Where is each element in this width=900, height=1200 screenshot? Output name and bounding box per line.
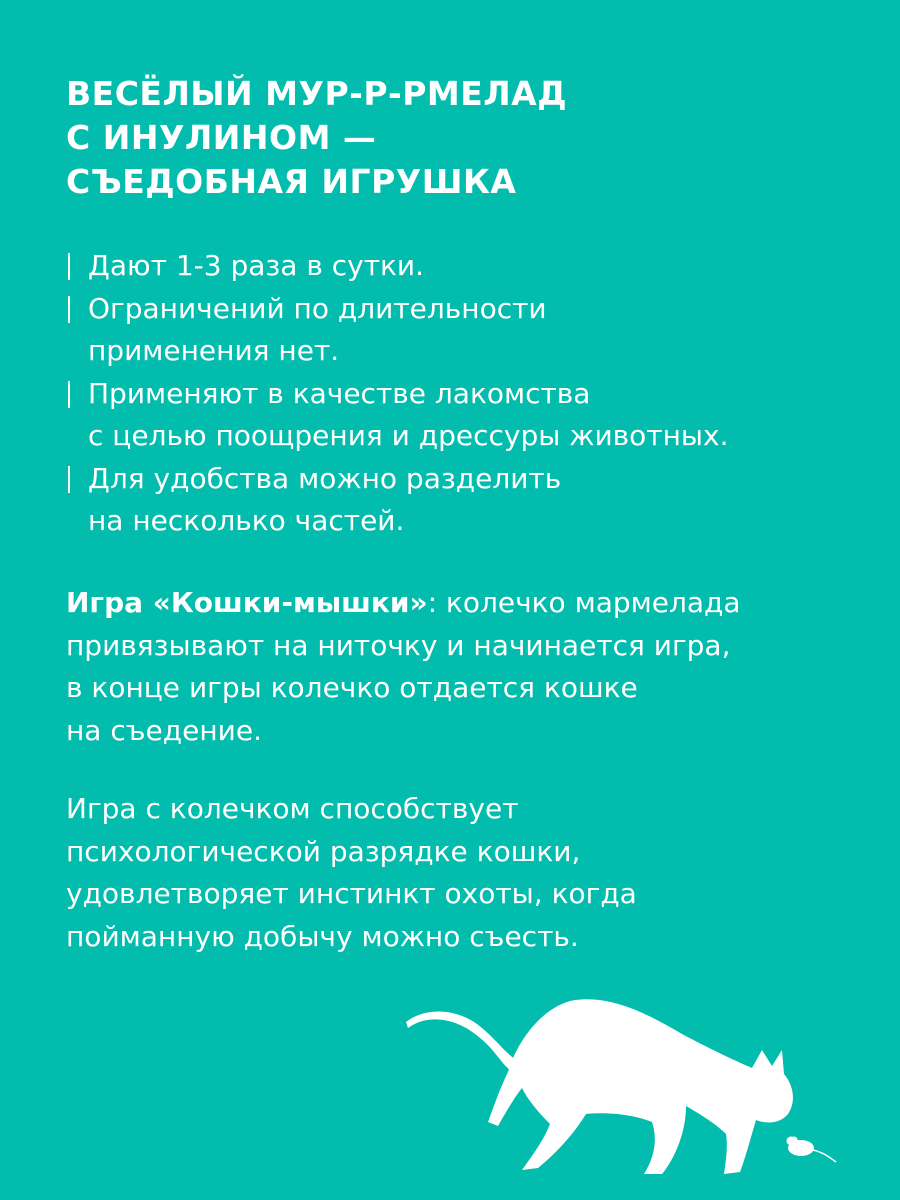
title-line-1: ВЕСЁЛЫЙ МУР-Р-РМЕЛАД	[66, 74, 568, 113]
game-description	[66, 582, 866, 752]
benefit-line-4: пойманную добычу можно съесть.	[66, 919, 579, 953]
game-name: Игра «Кошки-мышки»	[66, 586, 428, 619]
page-title	[66, 72, 567, 204]
list-item	[66, 373, 866, 458]
title-line-3: СЪЕДОБНАЯ ИГРУШКА	[66, 162, 517, 201]
list-item	[66, 458, 866, 543]
list-item-text: Ограничений по длительности	[88, 291, 547, 325]
game-line-3: в конце игры колечко отдается кошке	[66, 671, 638, 704]
game-line-1	[66, 582, 866, 625]
game-line-1-rest: : колечко мармелада	[427, 586, 741, 619]
game-line-2: привязывают на ниточку и начинается игра,	[66, 628, 731, 662]
list-item-text: на несколько частей.	[88, 504, 405, 537]
title-line-2: С ИНУЛИНОМ —	[66, 118, 377, 157]
benefit-line-1: Игра с колечком способствует	[66, 792, 519, 825]
bullet-bar-icon	[68, 296, 70, 323]
bullet-bar-icon	[68, 466, 70, 493]
list-item	[66, 245, 866, 288]
mouse-icon	[787, 1137, 837, 1163]
list-item-text: Дают 1-3 раза в сутки.	[88, 249, 425, 282]
bullet-bar-icon	[68, 253, 70, 280]
list-item-text: применения нет.	[88, 334, 340, 367]
list-item-text: с целью поощрения и дрессуры животных.	[88, 419, 729, 452]
game-line-4: на съедение.	[66, 713, 262, 747]
cat-silhouette-icon	[406, 999, 793, 1174]
list-item-text: Применяют в качестве лакомства	[88, 376, 591, 410]
bullet-bar-icon	[68, 381, 70, 408]
usage-list	[66, 245, 866, 543]
benefit-line-2: психологической разрядке кошки,	[66, 834, 581, 868]
cat-illustration	[400, 990, 850, 1190]
list-item-text: Для удобства можно разделить	[88, 461, 562, 495]
benefit-line-3: удовлетворяет инстинкт охоты, когда	[66, 877, 637, 910]
benefit-description	[66, 788, 866, 958]
list-item	[66, 288, 866, 373]
